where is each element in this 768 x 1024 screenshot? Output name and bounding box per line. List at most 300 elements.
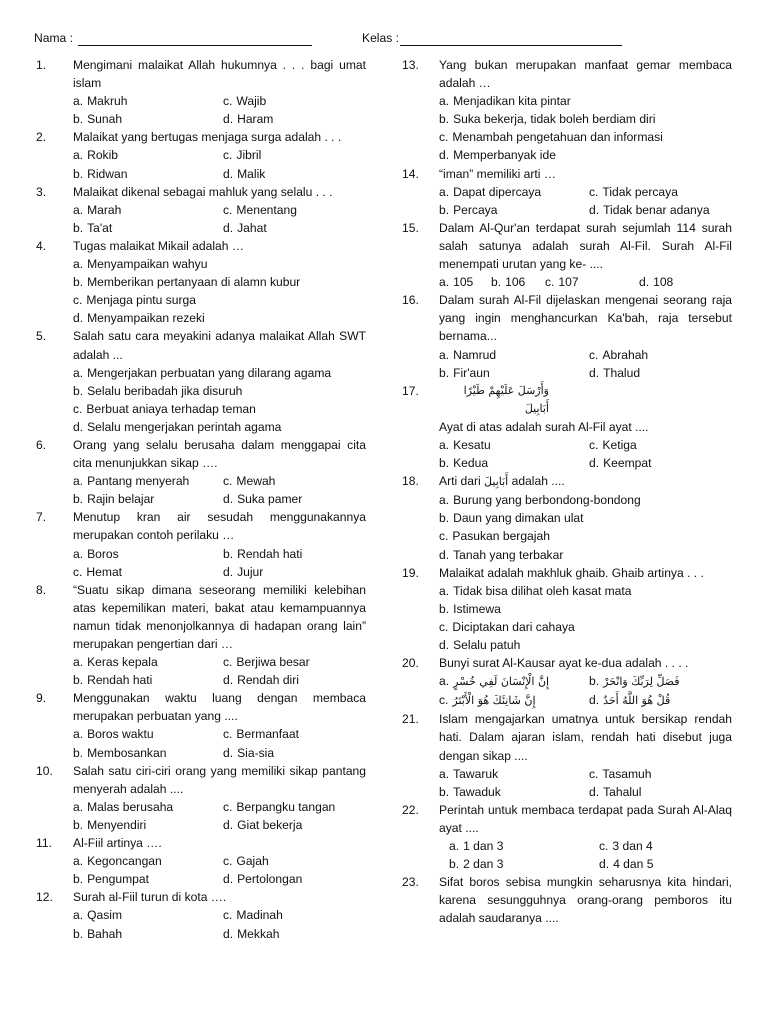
answer-option[interactable] xyxy=(223,201,366,219)
option-letter: c. xyxy=(439,619,449,634)
question-text: Mengimani malaikat Allah hukumnya . . . bagi umat islam xyxy=(73,58,366,91)
option-text: Tahalul xyxy=(603,784,642,799)
answer-option[interactable] xyxy=(439,201,589,219)
option-text: قُلْ هُوَ اللَّهُ أَحَدٌ xyxy=(603,694,671,708)
answer-option[interactable] xyxy=(223,653,366,671)
option-text: Kegoncangan xyxy=(87,854,162,869)
option-letter: d. xyxy=(589,365,600,380)
option-letter: b. xyxy=(439,365,450,380)
answer-option[interactable] xyxy=(439,527,732,545)
option-text: Mekkah xyxy=(237,926,280,941)
answer-option[interactable] xyxy=(73,255,366,273)
question-number: 1. xyxy=(36,58,47,72)
option-letter: b. xyxy=(73,275,84,290)
option-letter: a. xyxy=(73,799,84,814)
answer-option[interactable] xyxy=(589,691,732,710)
question-number: 20. xyxy=(402,656,419,671)
answer-option[interactable] xyxy=(545,273,639,291)
option-letter: a. xyxy=(73,546,84,561)
option-letter: a. xyxy=(439,493,450,508)
option-letter: c. xyxy=(439,529,449,544)
answer-option[interactable] xyxy=(223,744,366,762)
option-letter: b. xyxy=(439,511,450,526)
answer-option[interactable] xyxy=(439,183,589,201)
option-text: Rendah diri xyxy=(237,673,299,688)
option-text: 1 dan 3 xyxy=(463,839,504,854)
option-letter: d. xyxy=(223,817,234,832)
answer-option[interactable] xyxy=(73,798,223,816)
question-number: 21. xyxy=(402,712,419,727)
answer-option[interactable] xyxy=(589,454,732,472)
option-letter: d. xyxy=(223,872,234,887)
question-number: 19. xyxy=(402,565,419,580)
class-field-line[interactable] xyxy=(400,45,622,46)
answer-option[interactable] xyxy=(223,472,366,490)
question-item xyxy=(36,56,366,128)
option-text: 2 dan 3 xyxy=(463,857,504,872)
option-text: 106 xyxy=(505,275,526,290)
option-text: Dapat dipercaya xyxy=(453,184,542,199)
option-letter: b. xyxy=(439,112,450,127)
option-letter: c. xyxy=(223,727,233,742)
option-text: Menjadikan kita pintar xyxy=(453,94,571,109)
answer-option[interactable] xyxy=(73,146,223,164)
answer-option[interactable] xyxy=(439,546,732,564)
question-number: 13. xyxy=(402,58,419,72)
option-text: 108 xyxy=(653,275,674,290)
option-letter: c. xyxy=(545,275,555,290)
answer-option[interactable] xyxy=(73,92,223,110)
option-letter: d. xyxy=(439,638,450,652)
option-text: 4 dan 5 xyxy=(613,857,654,872)
option-letter: a. xyxy=(439,184,450,199)
option-text: Berbuat aniaya terhadap teman xyxy=(86,401,256,416)
option-letter: c. xyxy=(223,854,233,869)
question-number: 17. xyxy=(402,383,419,398)
option-letter: a. xyxy=(73,655,84,670)
answer-option[interactable] xyxy=(439,454,589,472)
question-item xyxy=(36,762,366,834)
answer-option[interactable] xyxy=(223,816,366,834)
answer-option[interactable] xyxy=(439,128,732,146)
option-letter: a. xyxy=(73,257,84,272)
question-number: 22. xyxy=(402,802,419,817)
option-text: Tanah yang terbakar xyxy=(453,547,564,562)
option-text: Tawaduk xyxy=(453,784,501,799)
answer-option[interactable] xyxy=(589,783,732,801)
option-text: Berjiwa besar xyxy=(236,655,310,670)
answer-option[interactable] xyxy=(73,418,366,436)
answer-option[interactable] xyxy=(439,509,732,527)
option-text: Hemat xyxy=(86,564,123,579)
answer-option[interactable] xyxy=(73,653,223,671)
question-text: Al-Fiil artinya …. xyxy=(73,836,162,851)
answer-option[interactable] xyxy=(73,201,223,219)
option-text: Marah xyxy=(87,202,122,217)
option-text: Pasukan bergajah xyxy=(452,529,550,544)
option-list xyxy=(73,255,366,327)
question-text: Bunyi surat Al-Kausar ayat ke-dua adalah . . . . xyxy=(439,656,689,671)
answer-option[interactable] xyxy=(589,183,732,201)
option-letter: b. xyxy=(589,674,600,689)
answer-option[interactable] xyxy=(73,545,223,563)
option-text: Percaya xyxy=(453,202,498,217)
option-letter: a. xyxy=(73,365,84,380)
answer-option[interactable] xyxy=(439,346,589,364)
option-list xyxy=(439,183,732,219)
option-letter: b. xyxy=(73,220,84,235)
option-letter: d. xyxy=(73,419,84,434)
option-text: Qasim xyxy=(87,908,123,923)
option-list xyxy=(73,653,366,689)
arabic-verse: وَأَرْسَلَ عَلَيْهِمْ طَيْرًا أَبَابِيلَ xyxy=(463,383,549,415)
option-text: Kedua xyxy=(453,456,489,471)
option-text: Mewah xyxy=(236,474,276,489)
option-text: Daun yang dimakan ulat xyxy=(453,511,584,526)
answer-option[interactable] xyxy=(73,925,223,943)
answer-option[interactable] xyxy=(439,618,732,636)
question-item xyxy=(402,219,732,291)
option-letter: c. xyxy=(223,474,233,489)
answer-option[interactable] xyxy=(73,273,366,291)
option-text: Malik xyxy=(237,166,266,181)
answer-option[interactable] xyxy=(73,906,223,924)
question-text: Malaikat adalah makhluk ghaib. Ghaib artinya . . . xyxy=(439,565,704,580)
question-item xyxy=(402,564,732,654)
answer-option[interactable] xyxy=(73,725,223,743)
option-text: Suka bekerja, tidak boleh berdiam diri xyxy=(453,112,656,127)
option-text: Boros waktu xyxy=(87,727,154,742)
answer-option[interactable] xyxy=(223,906,366,924)
answer-option[interactable] xyxy=(589,364,732,382)
option-letter: c. xyxy=(589,437,599,452)
option-letter: a. xyxy=(449,839,460,854)
option-list xyxy=(73,472,366,508)
option-letter: b. xyxy=(491,275,502,290)
question-number: 23. xyxy=(402,875,419,890)
option-letter: b. xyxy=(449,857,460,872)
question-text-post: adalah .... xyxy=(511,474,565,489)
option-text: Giat bekerja xyxy=(237,817,303,832)
option-letter: c. xyxy=(223,202,233,217)
answer-option[interactable] xyxy=(439,636,732,654)
option-letter: a. xyxy=(439,674,450,689)
option-text: فَصَلِّ لِرَبِّكَ وَانْحَرْ xyxy=(603,675,680,689)
answer-option[interactable] xyxy=(589,436,732,454)
answer-option[interactable] xyxy=(639,273,732,291)
answer-option[interactable] xyxy=(73,400,366,418)
option-list xyxy=(439,346,732,382)
answer-option[interactable] xyxy=(439,691,589,710)
option-text: Fir'aun xyxy=(453,365,490,380)
answer-option[interactable] xyxy=(73,291,366,309)
option-text: Menambah pengetahuan dan informasi xyxy=(452,130,663,145)
answer-option[interactable] xyxy=(73,490,223,508)
answer-option[interactable] xyxy=(73,744,223,762)
question-number: 12. xyxy=(36,890,53,905)
question-item xyxy=(36,689,366,761)
question-number: 2. xyxy=(36,130,47,145)
option-list xyxy=(439,837,732,873)
option-text: Jujur xyxy=(237,564,264,579)
answer-option[interactable] xyxy=(73,382,366,400)
answer-option[interactable] xyxy=(223,110,366,128)
option-text: Istimewa xyxy=(453,601,501,616)
answer-option[interactable] xyxy=(223,852,366,870)
question-text: Sifat boros sebisa mungkin seharusnya kita hindari, karena sesungguhnya orang-orang pemboros itu adalah saudaranya .... xyxy=(439,875,732,926)
question-number: 18. xyxy=(402,474,419,489)
answer-option[interactable] xyxy=(73,563,223,581)
option-text: Selalu mengerjakan perintah agama xyxy=(87,419,282,434)
option-list xyxy=(73,364,366,436)
question-number: 14. xyxy=(402,166,419,181)
answer-option[interactable] xyxy=(73,816,223,834)
answer-option[interactable] xyxy=(589,672,732,691)
question-text: “iman” memiliki arti … xyxy=(439,166,556,181)
option-text: Gajah xyxy=(236,854,269,869)
option-letter: b. xyxy=(73,872,84,887)
answer-option[interactable] xyxy=(439,110,732,128)
answer-option[interactable] xyxy=(439,582,732,600)
question-item xyxy=(36,888,366,942)
header xyxy=(34,31,734,49)
option-text: Keempat xyxy=(603,456,652,471)
option-text: Rendah hati xyxy=(237,546,303,561)
option-list xyxy=(439,92,732,164)
arabic-word: أَبَابِيلَ xyxy=(484,475,509,489)
question-number: 4. xyxy=(36,238,47,253)
question-item xyxy=(402,472,732,563)
option-text: Abrahah xyxy=(602,347,649,362)
option-list xyxy=(439,273,732,291)
option-text: Keras kepala xyxy=(87,655,158,670)
answer-option[interactable] xyxy=(73,364,366,382)
answer-option[interactable] xyxy=(449,837,599,855)
answer-option[interactable] xyxy=(439,92,732,110)
question-item xyxy=(402,56,732,165)
option-letter: d. xyxy=(223,166,234,181)
option-letter: a. xyxy=(73,202,84,217)
option-text: Menyampaikan rezeki xyxy=(87,311,205,326)
answer-option[interactable] xyxy=(589,201,732,219)
option-letter: a. xyxy=(439,347,450,362)
option-letter: b. xyxy=(73,673,84,688)
option-letter: b. xyxy=(73,926,84,941)
option-list xyxy=(73,906,366,942)
option-letter: c. xyxy=(589,347,599,362)
class-label: Kelas : xyxy=(362,31,399,45)
question-item xyxy=(36,581,366,690)
option-letter: d. xyxy=(223,745,234,760)
option-letter: d. xyxy=(589,693,600,708)
answer-option[interactable] xyxy=(73,671,223,689)
option-list xyxy=(73,725,366,761)
answer-option[interactable] xyxy=(439,273,491,291)
option-list xyxy=(439,765,732,801)
answer-option[interactable] xyxy=(73,472,223,490)
question-text: Dalam Al-Qur'an terdapat surah sejumlah 114 surah salah satunya adalah surah Al-Fil. Surah Al-Fil menempati urutan yang ke- .... xyxy=(439,220,732,272)
answer-option[interactable] xyxy=(73,110,223,128)
question-number: 10. xyxy=(36,763,53,778)
option-letter: b. xyxy=(73,817,84,832)
question-item xyxy=(402,873,732,927)
option-letter: d. xyxy=(223,492,234,507)
name-label: Nama : xyxy=(34,31,73,45)
option-letter: d. xyxy=(639,275,650,290)
answer-option[interactable] xyxy=(589,346,732,364)
question-item xyxy=(36,128,366,182)
question-text: Surah al-Fiil turun di kota …. xyxy=(73,890,227,905)
question-number: 5. xyxy=(36,329,47,344)
option-text: Memberikan pertanyaan di alamn kubur xyxy=(87,275,301,290)
answer-option[interactable] xyxy=(439,436,589,454)
answer-option[interactable] xyxy=(223,165,366,183)
question-text: Salah satu ciri-ciri orang yang memiliki sikap pantang menyerah adalah .... xyxy=(73,763,366,796)
option-text: Membosankan xyxy=(87,745,167,760)
option-text: Selalu beribadah jika disuruh xyxy=(87,383,243,398)
option-letter: d. xyxy=(223,564,234,579)
option-list xyxy=(73,201,366,237)
option-text: Ketiga xyxy=(602,437,637,452)
answer-option[interactable] xyxy=(73,165,223,183)
answer-option[interactable] xyxy=(439,783,589,801)
answer-option[interactable] xyxy=(73,309,366,327)
answer-option[interactable] xyxy=(223,490,366,508)
option-letter: d. xyxy=(439,547,450,562)
option-text: Wajib xyxy=(236,94,267,109)
option-letter: b. xyxy=(439,784,450,799)
option-letter: b. xyxy=(73,166,84,181)
option-text: Mengerjakan perbuatan yang dilarang agama xyxy=(87,365,332,380)
answer-option[interactable] xyxy=(223,725,366,743)
answer-option[interactable] xyxy=(589,765,732,783)
option-text: Rendah hati xyxy=(87,673,153,688)
option-text: Jibril xyxy=(236,148,262,163)
answer-option[interactable] xyxy=(439,765,589,783)
answer-option[interactable] xyxy=(439,600,732,618)
option-text: Namrud xyxy=(453,347,497,362)
option-text: Kesatu xyxy=(453,437,491,452)
option-text: Berpangku tangan xyxy=(236,799,336,814)
option-letter: a. xyxy=(73,854,84,869)
answer-option[interactable] xyxy=(449,855,599,873)
option-text: Rokib xyxy=(87,148,119,163)
option-list xyxy=(439,672,732,710)
option-text: Tasamuh xyxy=(602,766,652,781)
question-item xyxy=(402,165,732,219)
question-text: Menggunakan waktu luang dengan membaca merupakan perbuatan yang .... xyxy=(73,691,366,724)
option-letter: b. xyxy=(73,383,84,398)
answer-option[interactable] xyxy=(223,219,366,237)
option-letter: b. xyxy=(439,202,450,217)
question-item xyxy=(402,801,732,873)
option-text: Suka pamer xyxy=(237,492,303,507)
answer-option[interactable] xyxy=(223,146,366,164)
answer-option[interactable] xyxy=(73,219,223,237)
option-letter: b. xyxy=(439,601,450,616)
option-letter: a. xyxy=(439,94,450,109)
answer-option[interactable] xyxy=(599,837,732,855)
question-text: Orang yang selalu berusaha dalam menggapai cita cita menunjukkan sikap …. xyxy=(73,437,366,471)
name-field-line[interactable] xyxy=(78,45,312,46)
answer-option[interactable] xyxy=(223,925,366,943)
question-text: Malaikat yang bertugas menjaga surga adalah . . . xyxy=(73,130,342,145)
option-letter: d. xyxy=(223,220,234,235)
question-number: 8. xyxy=(36,582,47,597)
answer-option[interactable] xyxy=(223,798,366,816)
option-letter: a. xyxy=(439,583,450,598)
option-text: Sia-sia xyxy=(237,745,275,760)
option-letter: a. xyxy=(73,908,84,923)
option-text: Madinah xyxy=(236,908,283,923)
question-number: 9. xyxy=(36,691,47,706)
answer-option[interactable] xyxy=(73,870,223,888)
answer-option[interactable] xyxy=(439,364,589,382)
answer-option[interactable] xyxy=(73,852,223,870)
answer-option[interactable] xyxy=(223,870,366,888)
option-text: Memperbanyak ide xyxy=(453,148,556,163)
answer-option[interactable] xyxy=(223,671,366,689)
question-text: Salah satu cara meyakini adanya malaikat Allah SWT adalah ... xyxy=(73,329,366,362)
option-letter: a. xyxy=(73,94,84,109)
answer-option[interactable] xyxy=(223,92,366,110)
answer-option[interactable] xyxy=(223,563,366,581)
question-number: 15. xyxy=(402,220,419,235)
option-letter: c. xyxy=(73,401,83,416)
option-letter: d. xyxy=(589,784,600,799)
question-number: 11. xyxy=(36,836,52,851)
question-number: 6. xyxy=(36,437,47,452)
answer-option[interactable] xyxy=(223,545,366,563)
question-item xyxy=(402,710,732,800)
option-text: Pantang menyerah xyxy=(87,474,190,489)
option-list xyxy=(73,798,366,834)
answer-option[interactable] xyxy=(599,855,732,873)
option-text: Bahah xyxy=(87,926,123,941)
answer-option[interactable] xyxy=(491,273,545,291)
option-letter: d. xyxy=(589,202,600,217)
option-text: Menjaga pintu surga xyxy=(86,293,197,308)
option-letter: c. xyxy=(599,839,609,854)
question-item xyxy=(36,834,366,888)
answer-option[interactable] xyxy=(439,672,589,691)
option-letter: d. xyxy=(599,857,610,872)
option-text: Menyampaikan wahyu xyxy=(87,257,208,272)
answer-option[interactable] xyxy=(439,146,732,164)
option-text: Malas berusaha xyxy=(87,799,174,814)
option-letter: b. xyxy=(73,112,84,127)
question-item xyxy=(36,508,366,580)
question-number: 3. xyxy=(36,184,47,199)
option-list xyxy=(73,146,366,182)
question-text-pre: Arti dari xyxy=(439,474,481,489)
option-letter: b. xyxy=(73,492,84,507)
option-text: Tidak percaya xyxy=(602,184,678,199)
option-text: Rajin belajar xyxy=(87,492,155,507)
option-text: Pertolongan xyxy=(237,872,303,887)
option-letter: a. xyxy=(73,148,84,163)
option-text: Selalu patuh xyxy=(453,638,521,652)
option-letter: d. xyxy=(73,311,84,326)
question-text: Dalam surah Al-Fil dijelaskan mengenai seorang raja yang ingin menghancurkan Ka'bah, raja tersebut bernama... xyxy=(439,293,732,344)
question-item xyxy=(402,382,732,472)
option-text: Diciptakan dari cahaya xyxy=(452,619,575,634)
option-letter: c. xyxy=(73,293,83,308)
question-text: Yang bukan merupakan manfaat gemar membaca adalah … xyxy=(439,58,732,91)
option-text: Jahat xyxy=(237,220,267,235)
answer-option[interactable] xyxy=(439,491,732,509)
option-letter: c. xyxy=(223,799,233,814)
